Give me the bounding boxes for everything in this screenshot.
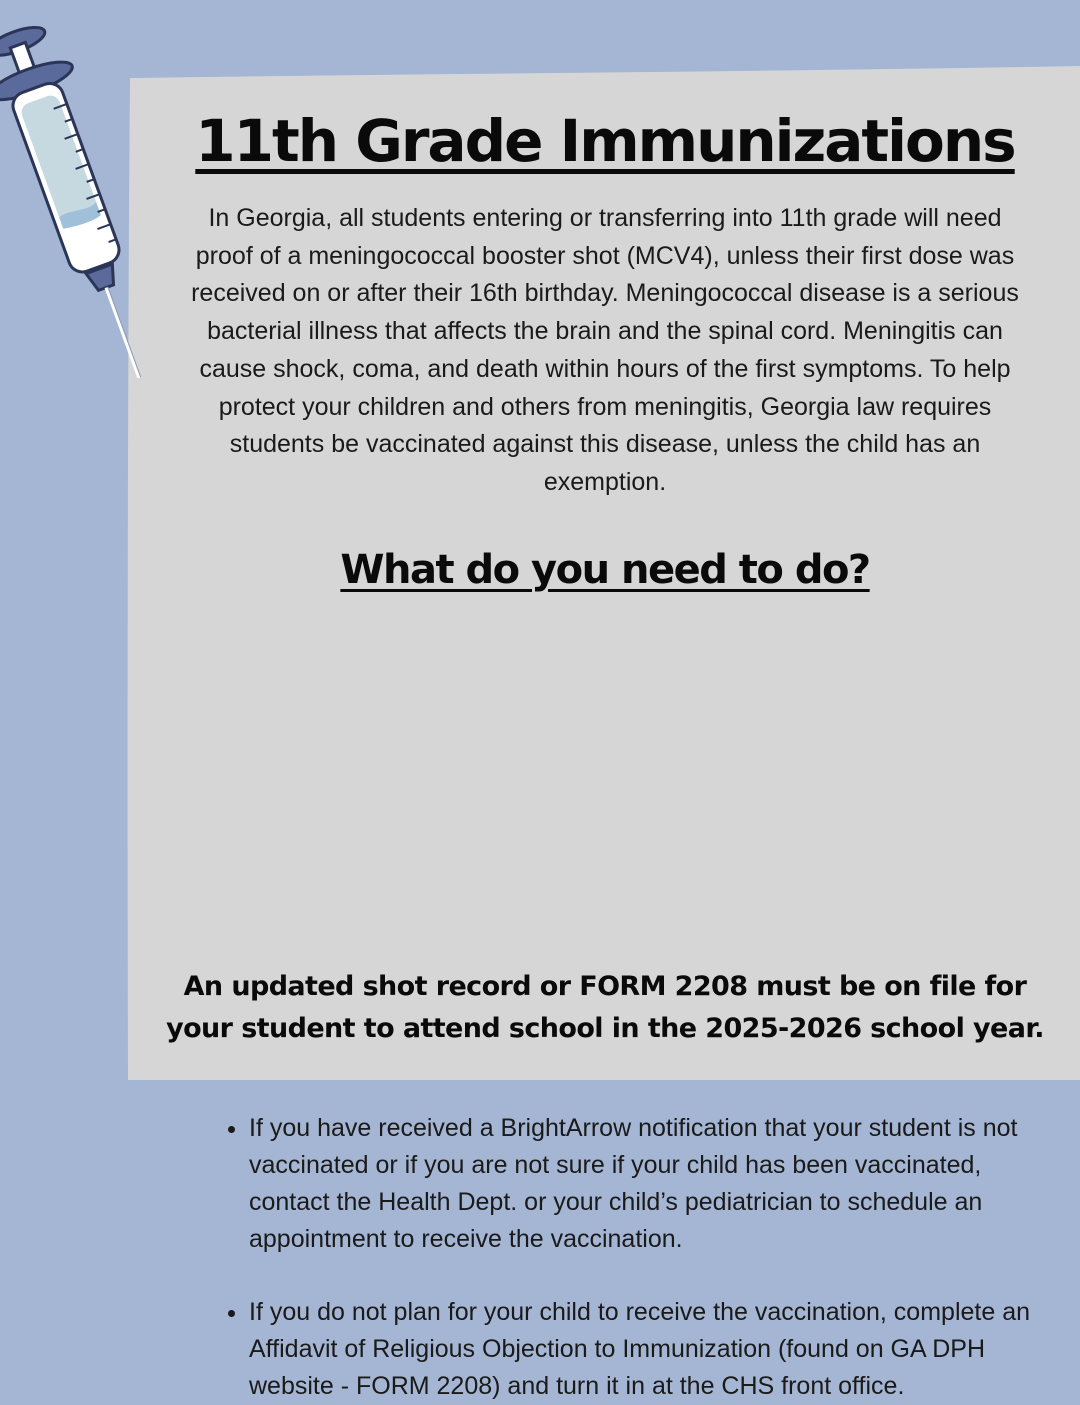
footer-line-1: An updated shot record or FORM 2208 must be on file for	[183, 971, 1027, 1002]
list-item	[228, 1110, 1039, 1258]
section-title: What do you need to do?	[340, 546, 870, 593]
bullet-icon	[228, 1126, 235, 1133]
page-title: 11th Grade Immunizations	[195, 107, 1015, 175]
list-item	[228, 1294, 1039, 1405]
main-content	[166, 98, 1044, 1400]
intro-paragraph: In Georgia, all students entering or transferring into 11th grade will need proof of a meningococcal booster shot (MCV4), unless their first dose was received on or after their 16th birthday. Meningococcal disease is a serious bacterial illness that affects the brain and the spinal cord. Meningitis can cause shock, coma, and death within hours of the first symptoms. To help protect your children and others from meningitis, Georgia law requires students be vaccinated against this disease, unless the child has an exemption.	[191, 204, 1019, 496]
bullet-icon	[228, 1310, 235, 1317]
step-text: If you have received a BrightArrow notification that your student is not vaccinated or if you are not sure if your child has been vaccinated, contact the Health Dept. or your child’s pediatrician to schedule an appointment to receive the vaccination.	[249, 1113, 1018, 1253]
footer-line-2: your student to attend school in the 2025-2026 school year.	[166, 1013, 1044, 1044]
footer-notice	[150, 966, 1060, 1050]
step-text: If you do not plan for your child to receive the vaccination, complete an Affidavit of Religious Objection to Immunization (found on GA DPH website - FORM 2208) and turn it in at the CHS front office.	[249, 1297, 1031, 1400]
